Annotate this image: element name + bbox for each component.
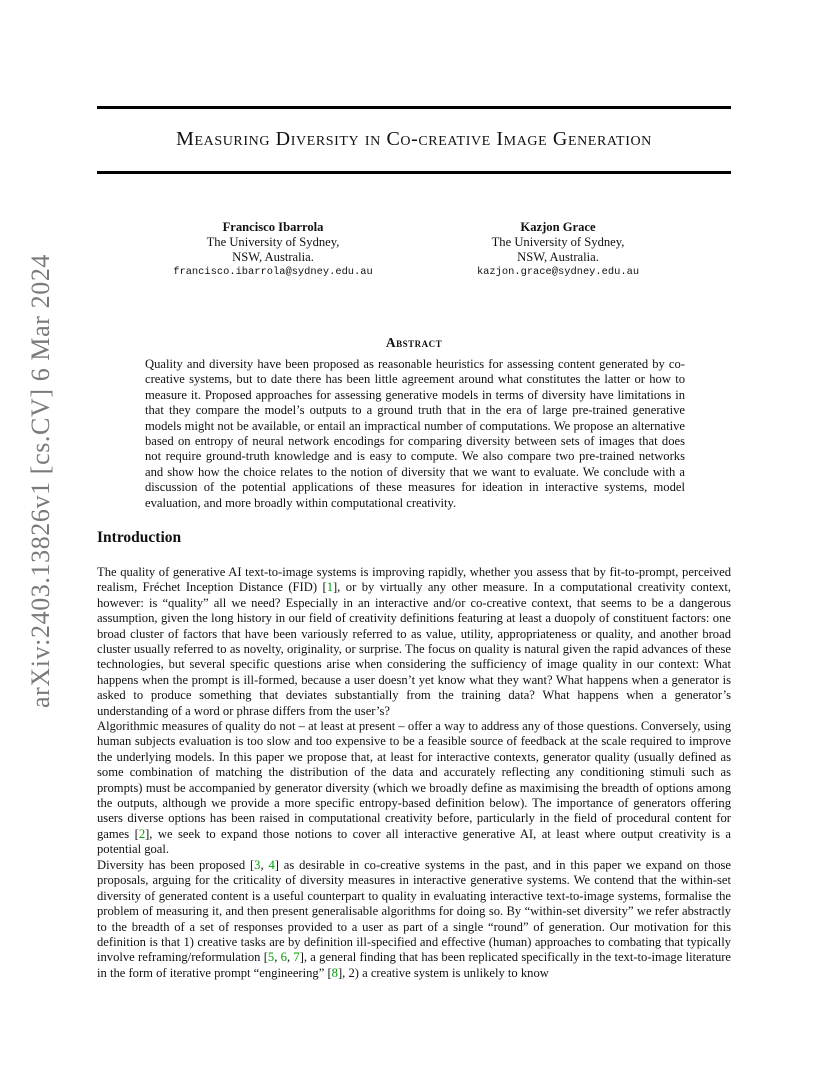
paragraph-text: ], we seek to expand those notions to cover all interactive generative AI, at least where output creativity is a potential goal.	[97, 826, 731, 857]
citation-link[interactable]: 6	[280, 950, 287, 965]
paragraph-text: The quality of generative AI text-to-image systems is improving rapidly, whether you assess that by fit-to-prompt, perceived realism, Fréchet Inception Distance (FID) [	[97, 565, 731, 595]
author-name: Francisco Ibarrola	[222, 220, 324, 234]
paragraph-text: ,	[274, 950, 281, 965]
author-email[interactable]: francisco.ibarrola@sydney.edu.au	[173, 266, 373, 278]
paper-title: Measuring Diversity in Co-creative Image Generation	[176, 128, 652, 150]
paragraph-1	[97, 565, 731, 719]
abstract-text: Quality and diversity have been proposed as reasonable heuristics for assessing content generated by co-creative systems, but to date there has been little agreement around what constitutes the latter or how to measure it. Proposed approaches for assessing generative models in terms of diversity have limitations in that they compare the model’s outputs to a ground truth that in the era of large pre-trained generative models might not be available, or entail an impractical number of computations. We propose an alternative based on entropy of neural network encodings for comparing diversity between sets of images that does not require ground-truth knowledge and is easy to compute. We also compare two pre-trained networks and show how the choice relates to the notion of diversity that we want to evaluate. We conclude with a discussion of the potential applications of these measures for ideation in interactive systems, model evaluation, and more broadly within computational creativity.	[145, 357, 685, 510]
citation-link[interactable]: 1	[326, 580, 333, 595]
arxiv-sidebar	[20, 253, 62, 709]
paragraph-text: ], 2) a creative system is unlikely to know	[337, 965, 549, 980]
author-name: Kazjon Grace	[520, 220, 596, 234]
citation-link[interactable]: 4	[268, 858, 275, 872]
author-location: NSW, Australia.	[232, 250, 314, 264]
title-rule-bottom	[97, 171, 731, 174]
paragraph-text: ], a general finding that has been replicated specifically in the text-to-image literature in the form of iterative prompt “engineering” [	[97, 950, 732, 980]
paragraph-text: ], or by virtually any other measure. In a computational creativity context, however: is “quality” all we need? Especially in an interactive and/or co-creative context, that seems to be a dangerous assumption, given the long history in our field of creativity definitions featuring at least a duopoly of constituent factors: one broad cluster of factors that have been variously referred to as value, utility, appropriateness or quality, and another broad cluster usually referred to as novelty, originality, or surprise. The focus on quality is natural given the rapid advances of these technologies, but several specific questions arise when considering the sufficiency of image quality in our context: What happens when the prompt is ill-formed, because a user doesn’t yet know what they want? What happens when a generator is asked to produce something that deviates substantially from the training data? What happens when a generator’s understanding of a word or phrase differs from the user’s?	[97, 580, 731, 718]
title-rule-top	[97, 106, 731, 109]
paragraph-text: Algorithmic measures of quality do not – at least at present – offer a way to address any of those questions. Conversely, using human subjects evaluation is too slow and too expensive to be a feasible source of feedback at the scale required to improve the underlying models. In this paper we propose that, at least for interactive contexts, generator quality (usually defined as some combination of matching the distribution of the data and accurately reflecting any conditioning stimuli such as prompts) must be accompanied by generator diversity (which we broadly define as maximising the breadth of options among the outputs, although we provide a more specific entropy-based definition below). The importance of generators offering users diverse options has been raised in computational creativity before, particularly in the field of procedural content for games [	[97, 719, 731, 841]
paragraph-text: ,	[286, 950, 294, 965]
paragraph-text: ,	[260, 858, 269, 872]
paragraph-text: ] as desirable in co-creative systems in the past, and in this paper we expand on those proposals, arguing for the criticality of diversity measures in interactive generative systems. We contend that the within-set diversity of generated content is a useful counterpart to quality in evaluating interactive text-to-image systems, formalise the problem of measuring it, and then present generalisable algorithms for doing so. By “within-set diversity” we refer abstractly to the breadth of a set of responses provided to a user as part of a single “round” of generation. Our motivation for this definition is that 1) creative tasks are by definition ill-specified and effective (human) approaches to combating that typically involve reframing/reformulation [	[97, 858, 731, 965]
author-affiliation: The University of Sydney,	[491, 235, 625, 249]
paragraph-text: Diversity has been proposed [	[97, 858, 255, 872]
author-block-1	[143, 220, 403, 280]
citation-link[interactable]: 8	[331, 965, 338, 980]
citation-link[interactable]: 7	[293, 950, 300, 965]
paragraph-2	[97, 719, 731, 858]
section-heading-introduction: Introduction	[97, 529, 182, 546]
abstract-heading: Abstract	[385, 335, 443, 350]
citation-link[interactable]: 2	[138, 826, 146, 841]
author-affiliation: The University of Sydney,	[206, 235, 340, 249]
author-email[interactable]: kazjon.grace@sydney.edu.au	[476, 266, 640, 278]
author-block-2	[428, 220, 688, 280]
arxiv-identifier: arXiv:2403.13826v1 [cs.CV] 6 Mar 2024	[26, 253, 55, 709]
citation-link[interactable]: 3	[254, 858, 261, 872]
paragraph-3	[97, 858, 731, 981]
citation-link[interactable]: 5	[267, 950, 275, 965]
author-location: NSW, Australia.	[517, 250, 599, 264]
